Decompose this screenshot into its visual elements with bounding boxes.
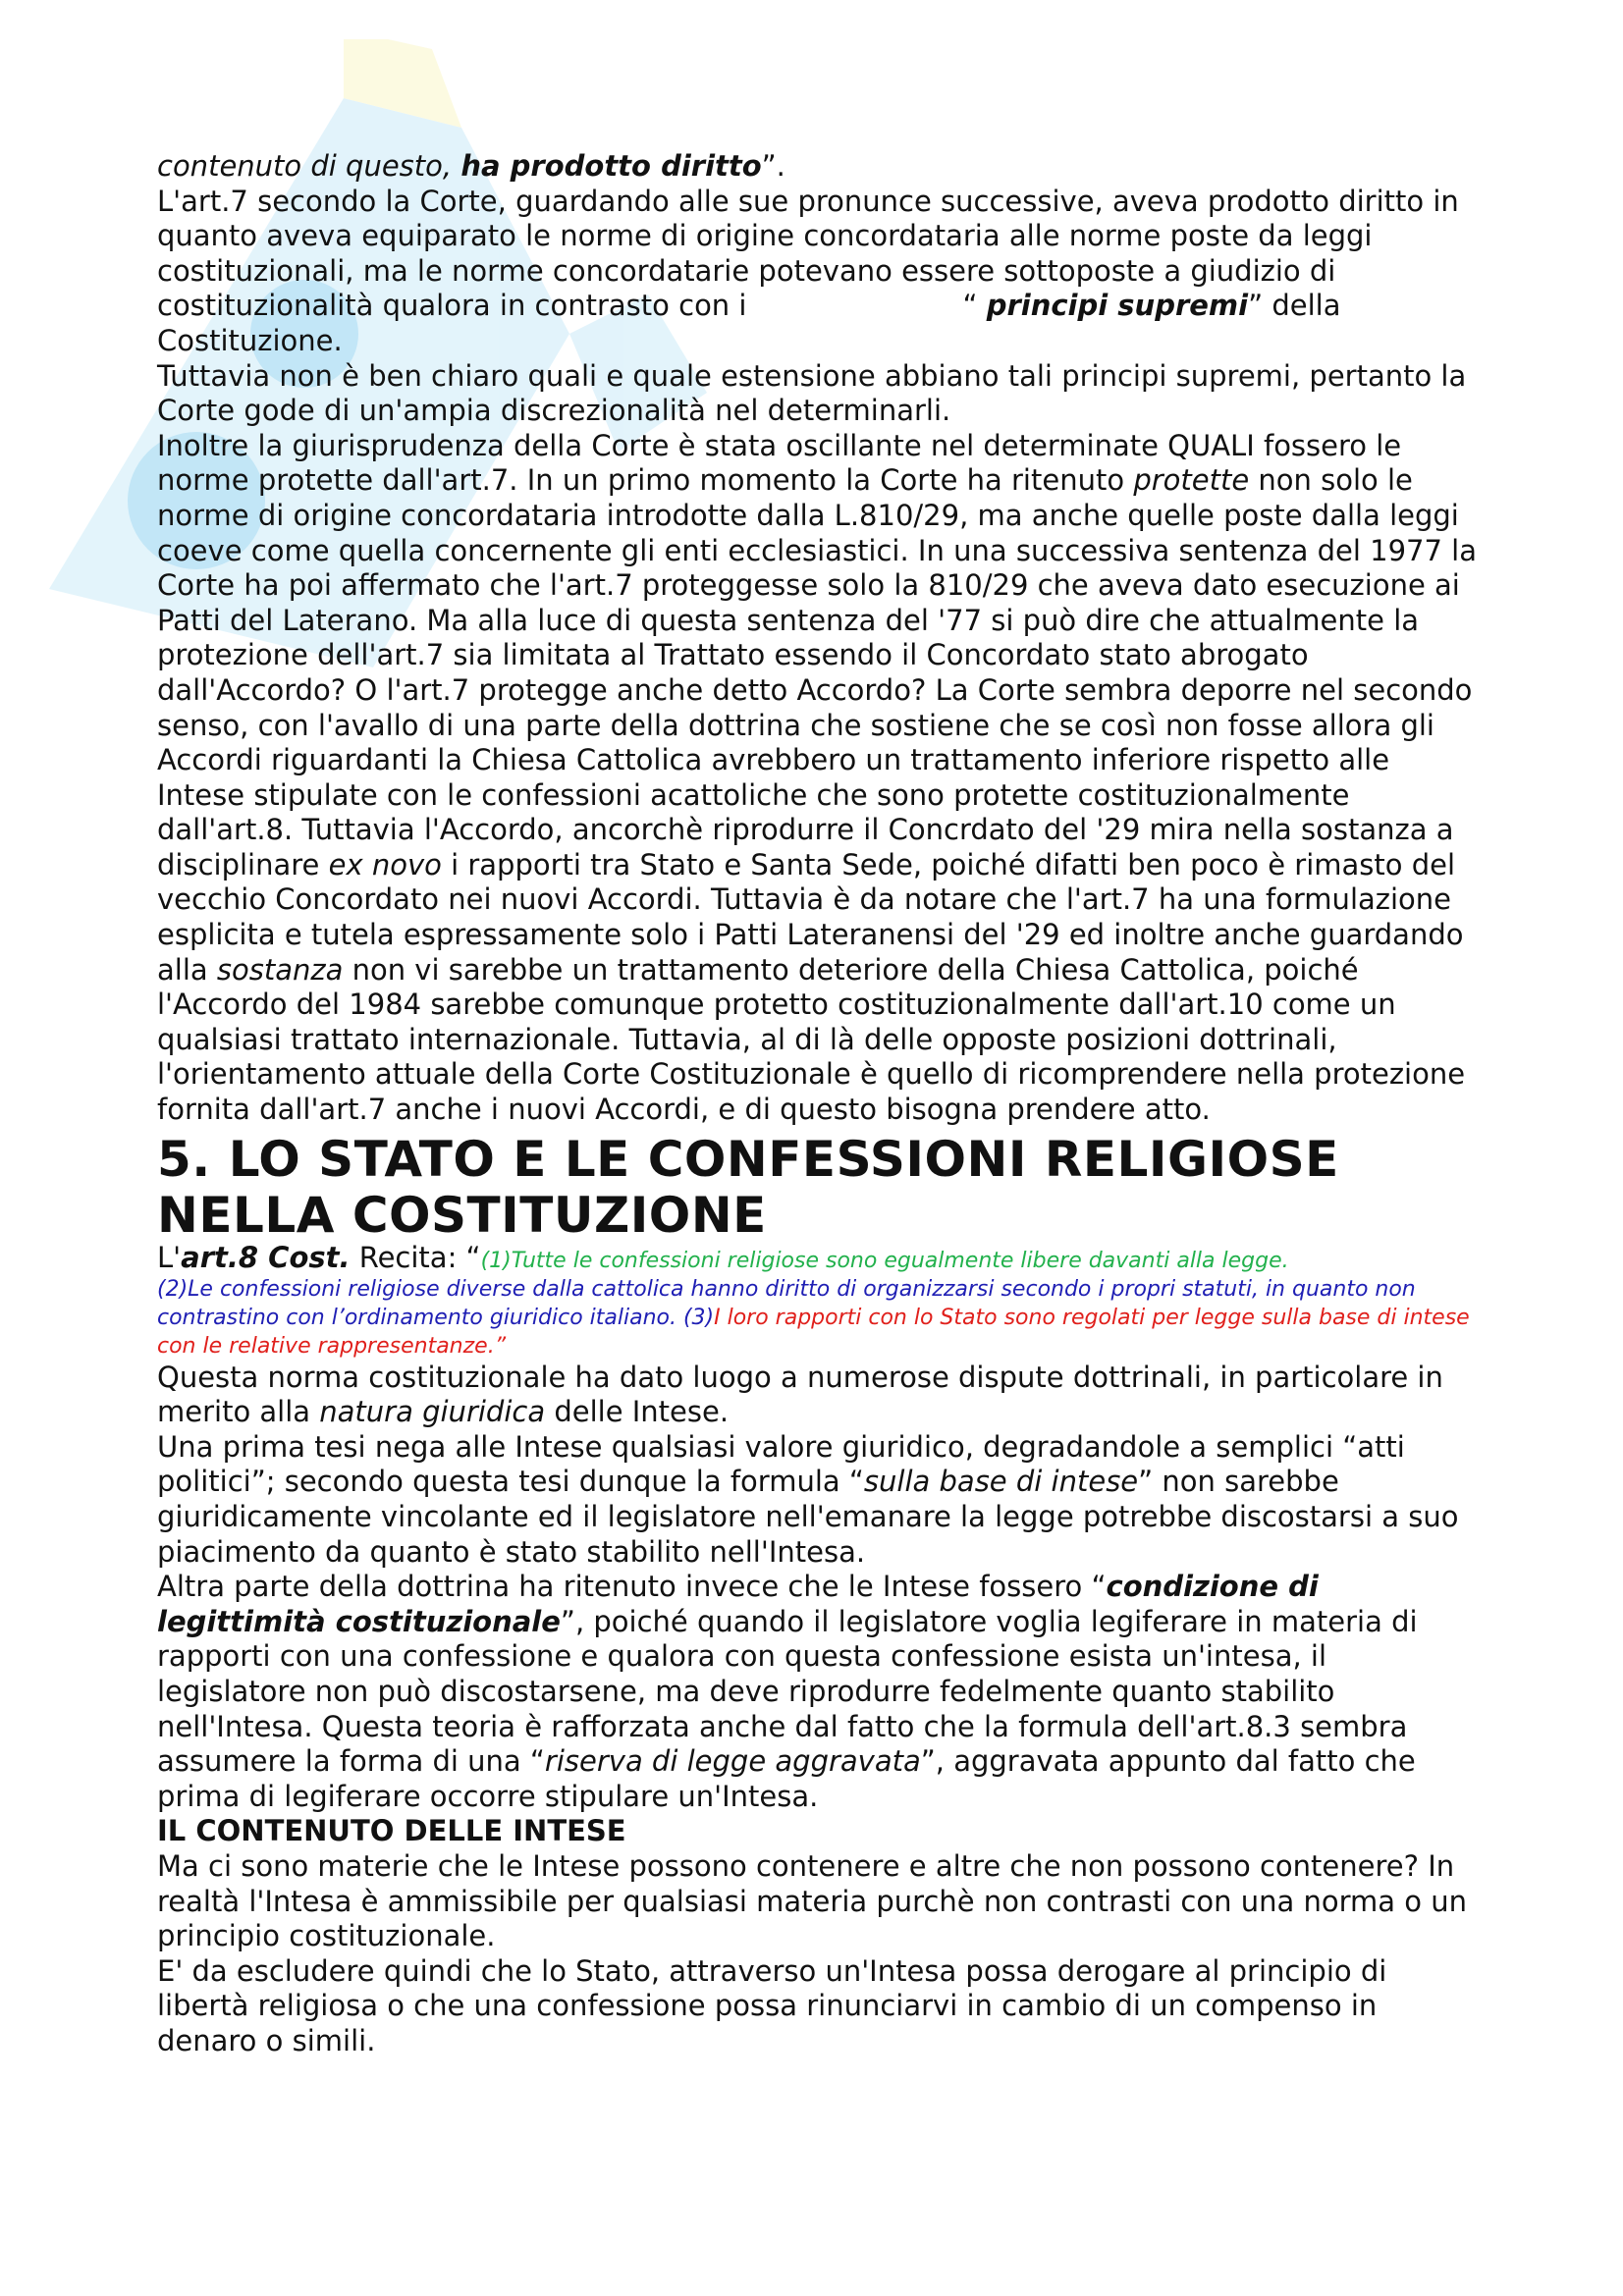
quote-clause-2: (2)Le confessioni religiose diverse dalla cattolica hanno diritto di organizzarsi secondo i propri statuti, in quanto non contrastino con l’ordinamento giuridico italiano.: [157, 1276, 1416, 1330]
p4-text-c: non solo le norme di origine concordataria introdotte dalla L.810/29, ma anche quelle poste dalla leggi coeve come quella concernente gli enti ecclesiastici. In una successiva sentenza del 1977 la Corte ha poi affermato che l'art.7 proteggesse solo la 810/29 che aveva dato esecuzione ai Patti del Laterano. Ma alla luce di questa sentenza del '77 si può dire che attualmente la protezione dell'art.7 sia limitata al Trattato essendo il Concordato stato abrogato dall'Accordo? O l'art.7 protegge anche detto Accordo? La Corte sembra deporre nel secondo senso, con l'avallo di una parte della dottrina che sostiene che se così non fosse allora gli Accordi riguardanti la Chiesa Cattolica avrebbero un trattamento inferiore rispetto alle Intese stipulate con le confessioni acattoliche che sono protette costituzionalmente dall'art.8. Tuttavia l'Accordo, ancorchè riprodurre il Concrdato del '29 mira nella sostanza a disciplinare: [157, 463, 1477, 881]
p1-text: contenuto di questo,: [157, 149, 461, 183]
paragraph-2: [157, 185, 1478, 359]
quote-clause-3: I loro rapporti con lo Stato sono regolati per legge sulla base di intese con le relative rappresentanze.”: [157, 1305, 1470, 1359]
p2-emphasis: principi supremi: [986, 289, 1249, 323]
paragraph-9: E' da escludere quindi che lo Stato, attraverso un'Intesa possa derogare al principio di libertà religiosa o che una confessione possa rinunciarvi in cambio di un compenso in denaro o simili.: [157, 1953, 1387, 2057]
p7-emphasis: condizione di legittimità costituzionale: [157, 1570, 1319, 1638]
document-page: [157, 149, 1478, 2059]
p1-emphasis: ha prodotto diritto: [460, 149, 762, 183]
paragraph-5: [157, 1361, 1478, 1430]
p4-text-a: Inoltre la giurisprudenza della Corte è stata oscillante nel determinate QUALI fossero le norme protette dall'art.7. In un primo momento la Corte ha ritenuto: [157, 428, 1402, 498]
paragraph-1: [157, 149, 1478, 185]
quote-lead-a: L': [157, 1240, 182, 1274]
p7-italic: riserva di legge aggravata: [544, 1744, 921, 1779]
quote-article-ref: art.8 Cost.: [181, 1240, 351, 1274]
paragraph-3: Tuttavia non è ben chiaro quali e quale estensione abbiano tali principi supremi, pertanto la Corte gode di un'ampia discrezionalità nel determinarli.: [157, 358, 1467, 428]
article-8-quote: [157, 1240, 1478, 1361]
p6-italic: sulla base di intese: [863, 1465, 1139, 1499]
p4-text-e: i rapporti tra Stato e Santa Sede, poiché difatti ben poco è rimasto del vecchio Concordato nei nuovi Accordi. Tuttavia è da notare che l'art.7 ha una formulazione esplicita e tutela espressamente solo i Patti Lateranensi del '29 ed inoltre anche guardando alla: [157, 847, 1464, 987]
quote-clause-3-number: (3): [676, 1305, 715, 1330]
p4-italic-protette: protette: [1133, 463, 1250, 498]
p4-italic-sostanza: sostanza: [216, 952, 344, 987]
p5-text: Questa norma costituzionale ha dato luogo a numerose dispute dottrinali, in particolare in merito alla: [157, 1360, 1443, 1429]
paragraph-7: [157, 1570, 1478, 1814]
p2-tail: ” della Costituzione.: [157, 289, 1341, 357]
p5-tail: delle Intese.: [545, 1395, 730, 1429]
p7-text-c: ”, poiché quando il legislatore voglia legiferare in materia di rapporti con una confessione e qualora con questa confessione esista un'intesa, il legislatore non può discostarsene, ma deve riprodurre fedelmente quanto stabilito nell'Intesa. Questa teoria è rafforzata anche dal fatto che la formula dell'art.8.3 sembra assumere la forma di una “: [157, 1604, 1418, 1779]
p2-text: L'art.7 secondo la Corte, guardando alle sue pronunce successive, aveva prodotto diritto in quanto aveva equiparato le norme di origine concordataria alle norme poste da leggi costituzionali, ma le norme concordatarie potevano essere sottoposte a giudizio di costituzionalità qualora in contrasto con i: [157, 184, 1459, 323]
paragraph-8: Ma ci sono materie che le Intese possono contenere e altre che non possono contenere? In realtà l'Intesa è ammissibile per qualsiasi materia purchè non contrasti con una norma o un principio costituzionale.: [157, 1848, 1467, 1953]
p6-text: Una prima tesi nega alle Intese qualsiasi valore giuridico, degradandole a semplici “atti politici”; secondo questa tesi dunque la formula “: [157, 1429, 1405, 1499]
quote-clause-1: (1)Tutte le confessioni religiose sono egualmente libere davanti alla legge.: [480, 1248, 1289, 1273]
paragraph-6: [157, 1430, 1478, 1570]
p6-tail: ” non sarebbe giuridicamente vincolante ed il legislatore nell'emanare la legge potrebbe discostarsi a suo piacimento da quanto è stato stabilito nell'Intesa.: [157, 1465, 1459, 1569]
section-heading: 5. LO STATO E LE CONFESSIONI RELIGIOSE NELLA COSTITUZIONE: [157, 1130, 1339, 1244]
p4-text-g: non vi sarebbe un trattamento deteriore della Chiesa Cattolica, poiché l'Accordo del 1984 sarebbe comunque protetto costituzionalmente dall'art.10 come un qualsiasi trattato internazionale. Tuttavia, al di là delle opposte posizioni dottrinali, l'orientamento attuale della Corte Costituzionale è quello di ricomprendere nella protezione fornita dall'art.7 anche i nuovi Accordi, e di questo bisogna prendere atto.: [157, 952, 1466, 1127]
paragraph-4: [157, 429, 1478, 1128]
p7-tail: ”, aggravata appunto dal fatto che prima di legiferare occorre stipulare un'Intesa.: [157, 1744, 1416, 1813]
p4-italic-ex-novo: ex novo: [328, 847, 442, 881]
p2-quote-open: “: [962, 289, 987, 323]
p5-italic: natura giuridica: [319, 1395, 546, 1429]
subheading: IL CONTENUTO DELLE INTESE: [157, 1814, 626, 1848]
p1-tail: ”.: [761, 149, 785, 183]
quote-lead-b: Recita: “: [350, 1240, 481, 1274]
p7-text-a: Altra parte della dottrina ha ritenuto invece che le Intese fossero “: [157, 1570, 1107, 1604]
